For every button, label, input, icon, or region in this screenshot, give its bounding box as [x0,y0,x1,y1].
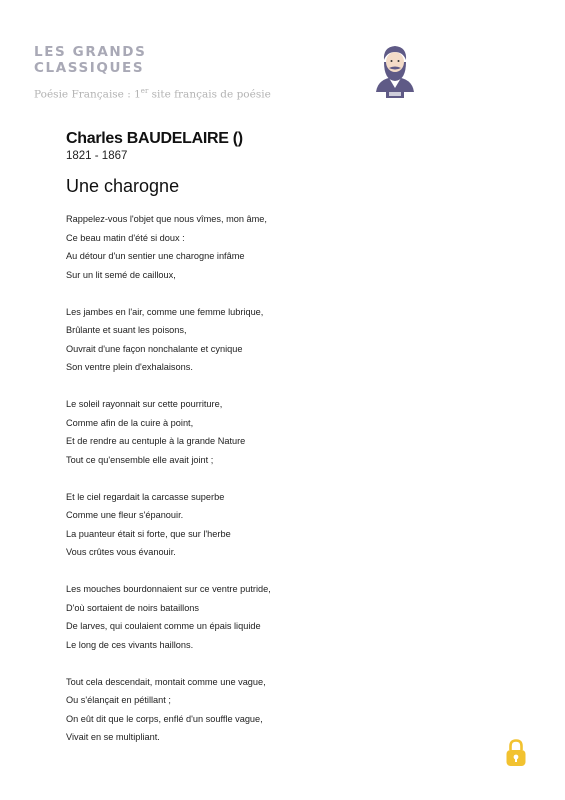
stanza-3 [66,395,271,469]
poem-line: Rappelez-vous l'objet que nous vîmes, mon âme, [66,214,267,224]
poem-line: De larves, qui coulaient comme un épais liquide [66,621,261,631]
tagline-superscript: er [140,87,149,95]
stanza-4 [66,488,271,562]
poem-line: D'où sortaient de noirs bataillons [66,602,200,613]
poem-line: Ce beau matin d'été si doux : [66,232,185,243]
stanza-2 [66,303,271,377]
poem-line: Et le ciel regardait la carcasse superbe [66,491,225,502]
poem-title: Une charogne [66,176,180,196]
brand-logo-text [34,44,146,76]
poem-line: La puanteur était si forte, que sur l'herbe [66,528,231,539]
tagline-suffix: site français de poésie [148,88,271,101]
poem-line: Ou s'élançait en pétillant ; [66,695,171,705]
stanza-1 [66,210,271,284]
poem-line: Son ventre plein d'exhalaisons. [66,362,193,372]
poem-line: Vivait en se multipliant. [66,732,160,742]
poem-line: Brûlante et suant les poisons, [66,325,187,335]
author-dates: 1821 - 1867 [66,150,128,162]
poem-line: On eût dit que le corps, enflé d'un souffle vague, [66,713,263,724]
poem-line: Les mouches bourdonnaient sur ce ventre putride, [66,584,271,594]
poet-bust-icon [370,40,420,100]
stanza-6 [66,673,271,747]
poem-body [66,210,271,765]
poem-line: Au détour d'un sentier une charogne infâme [66,251,245,261]
brand-line-2: CLASSIQUES [34,60,145,76]
author-name: Charles BAUDELAIRE () [66,130,243,147]
stanza-5 [66,580,271,654]
poem-line: Les jambes en l'air, comme une femme lubrique, [66,306,264,317]
poem-line: Tout cela descendait, montait comme une vague, [66,676,266,687]
poem-line: Ouvrait d'une façon nonchalante et cynique [66,343,243,354]
poem-line: Tout ce qu'ensemble elle avait joint ; [66,454,214,465]
poem-line: Et de rendre au centuple à la grande Nature [66,436,246,446]
poem-line: Vous crûtes vous évanouir. [66,547,176,557]
poem-line: Comme une fleur s'épanouir. [66,510,184,520]
poem-line: Le soleil rayonnait sur cette pourriture, [66,399,223,409]
tagline-prefix: Poésie Française : 1 [34,88,141,101]
brand-line-1: LES GRANDS [34,44,147,60]
poem-line: Comme afin de la cuire à point, [66,417,194,428]
poem-line: Le long de ces vivants haillons. [66,639,194,650]
padlock-icon [505,738,527,768]
site-tagline [34,87,271,101]
poem-line: Sur un lit semé de cailloux, [66,269,176,280]
